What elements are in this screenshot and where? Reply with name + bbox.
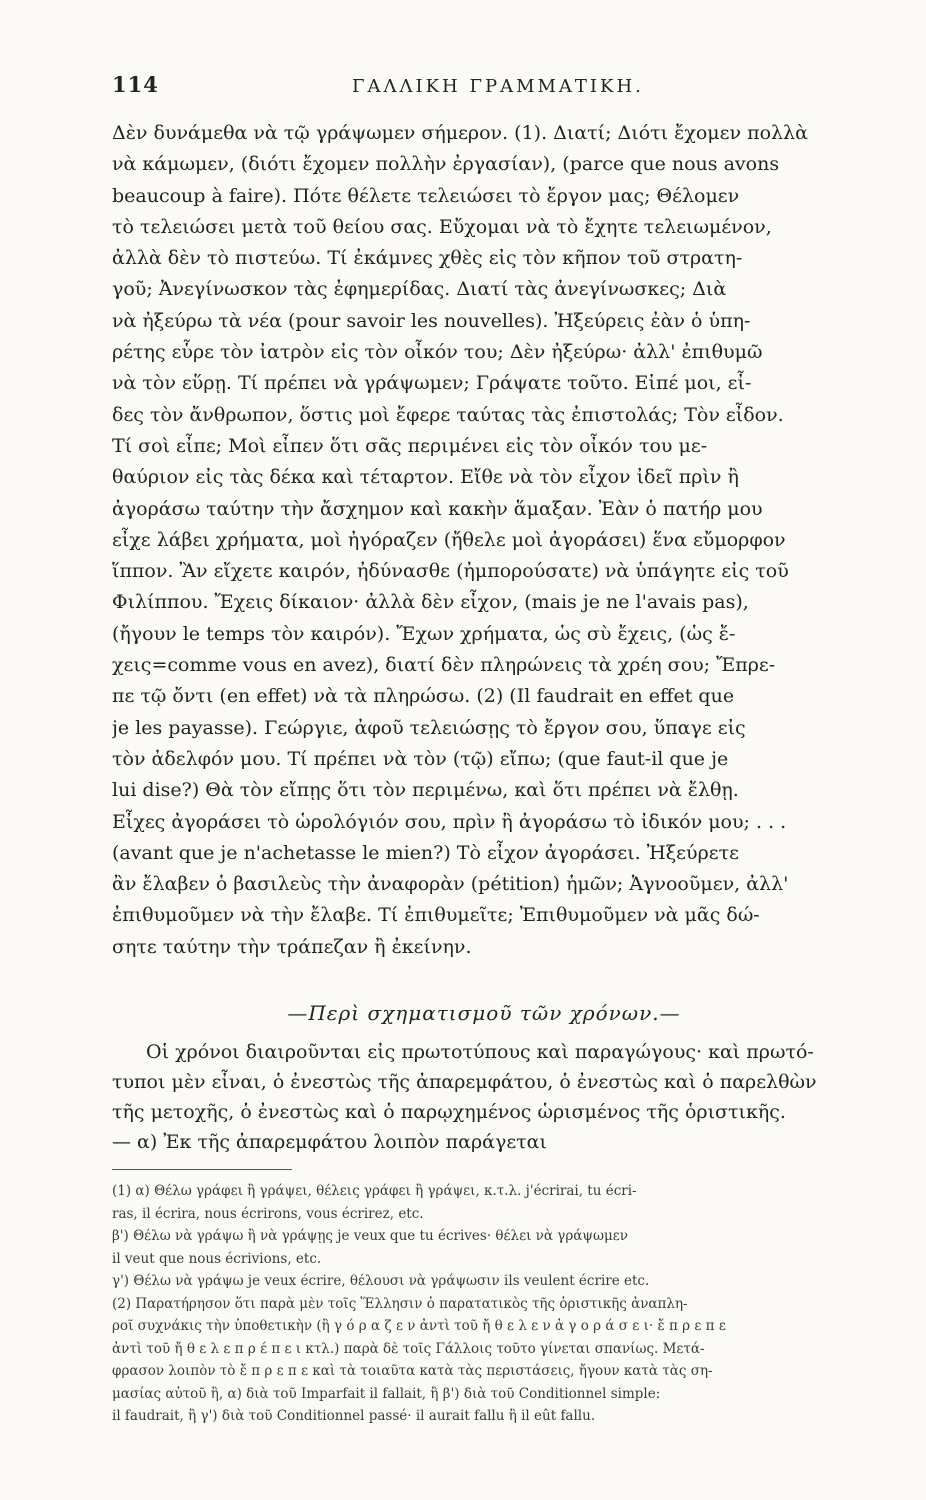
- text-line: ρέτης εὗρε τὸν ἰατρὸν εἰς τὸν οἶκόν του; Δὲν ἠξεύρω· ἀλλ' ἐπιθυμῶ: [112, 341, 763, 364]
- footnotes: [112, 1180, 856, 1428]
- footnote-line: (2) Παρατήρησον ὅτι παρὰ μὲν τοῖς Ἕλλησιν ὁ παρατατικὸς τῆς ὁριστικῆς ἀναπλη-: [112, 1295, 688, 1312]
- text-line: beaucoup à faire). Πότε θέλετε τελειώσει τὸ ἔργον μας; Θέλομεν: [112, 184, 740, 207]
- text-line: ἀλλὰ δὲν τὸ πιστεύω. Τί ἐκάμνες χθὲς εἰς τὸν κῆπον τοῦ στρατη-: [112, 247, 743, 270]
- section-text-line: Οἱ χρόνοι διαιροῦνται εἰς πρωτοτύπους καὶ παραγώγους· καὶ πρωτό-: [146, 1041, 814, 1064]
- text-line: χεις=comme vous en avez), διατί δὲν πληρώνεις τὰ χρέη σου; Ἔπρε-: [112, 654, 776, 677]
- text-line: δες τὸν ἄνθρωπον, ὅστις μοὶ ἔφερε ταύτας τὰς ἐπιστολάς; Τὸν εἶδον.: [112, 403, 784, 426]
- footnote-line: β') Θέλω νὰ γράψω ἢ νὰ γράψῃς je veux que tu écrives· θέλει νὰ γράψωμεν: [112, 1228, 628, 1245]
- text-line: γοῦ; Ἀνεγίνωσκον τὰς ἐφημερίδας. Διατί τὰς ἀνεγίνωσκες; Διὰ: [112, 278, 727, 301]
- text-line: νὰ ἠξεύρω τὰ νέα (pour savoir les nouvelles). Ἠξεύρεις ἐὰν ὁ ὑπη-: [112, 309, 751, 332]
- footnote-line: (1) α) Θέλω γράφει ἢ γράψει, θέλεις γράφει ἢ γράψει, κ.τ.λ. j'écrirai, tu écri-: [112, 1183, 637, 1200]
- text-line: τὸν ἀδελφόν μου. Τί πρέπει νὰ τὸν (τῷ) εἴπω; (que faut-il que je: [112, 747, 729, 770]
- text-line: σητε ταύτην τὴν τράπεζαν ἢ ἐκείνην.: [112, 935, 472, 958]
- text-line: νὰ κάμωμεν, (διότι ἔχομεν πολλὴν ἐργασίαν), (parce que nous avons: [112, 153, 780, 176]
- text-line: πε τῷ ὄντι (en effet) νὰ τὰ πληρώσω. (2) (Il faudrait en effet que: [112, 685, 735, 708]
- text-line: ἐπιθυμοῦμεν νὰ τὴν ἔλαβε. Τί ἐπιθυμεῖτε; Ἐπιθυμοῦμεν νὰ μᾶς δώ-: [112, 904, 760, 927]
- text-line: Δὲν δυνάμεθα νὰ τῷ γράψωμεν σήμερον. (1). Διατί; Διότι ἔχομεν πολλὰ: [112, 122, 808, 144]
- footnote-line: ras, il écrira, nous écrirons, vous écrirez, etc.: [112, 1205, 424, 1222]
- footnote-line: φρασον λοιπὸν τὸ ἔ π ρ ε π ε καὶ τὰ τοιαῦτα κατὰ τὰς περιστάσεις, ἤγουν κατὰ τὰς ση-: [112, 1363, 713, 1380]
- exercise-paragraph: [112, 118, 856, 963]
- text-line: Εἶχες ἀγοράσει τὸ ὡρολόγιόν σου, πρὶν ἢ ἀγοράσω τὸ ἰδικόν μου; . . .: [112, 810, 787, 833]
- section-text-line: — α) Ἐκ τῆς ἀπαρεμφάτου λοιπὸν παράγεται: [112, 1131, 547, 1154]
- text-line: νὰ τὸν εὕρῃ. Τί πρέπει νὰ γράψωμεν; Γράψατε τοῦτο. Εἰπέ μοι, εἶ-: [112, 372, 752, 395]
- text-line: (ἤγουν le temps τὸν καιρόν). Ἔχων χρήματα, ὡς σὺ ἔχεις, (ὡς ἔ-: [112, 622, 736, 645]
- section-text-line: τυποι μὲν εἶναι, ὁ ἐνεστὼς τῆς ἀπαρεμφάτου, ὁ ἐνεστὼς καὶ ὁ παρελθὼν: [112, 1071, 817, 1094]
- section-paragraph: [112, 1037, 856, 1157]
- text-line: (avant que je n'achetasse le mien?) Τὸ εἶχον ἀγοράσει. Ἠξεύρετε: [112, 841, 739, 864]
- page-header: [112, 72, 856, 106]
- text-line: Φιλίππου. Ἔχεις δίκαιον· ἀλλὰ δὲν εἶχον, (mais je ne l'avais pas),: [112, 591, 749, 614]
- footnote-line: ἀντὶ τοῦ ἤ θ ε λ ε π ρ έ π ε ι κτλ.) παρὰ δὲ τοῖς Γάλλοις τοῦτο γίνεται σπανίως. Μετά-: [112, 1340, 705, 1357]
- section-heading: —Περὶ σχηματισμοῦ τῶν χρόνων.—: [287, 1001, 681, 1026]
- footnote-line: γ') Θέλω νὰ γράψω je veux écrire, θέλουσι νὰ γράψωσιν ils veulent écrire etc.: [112, 1273, 650, 1290]
- text-line: θαύριον εἰς τὰς δέκα καὶ τέταρτον. Εἴθε νὰ τὸν εἶχον ἰδεῖ πρὶν ἢ: [112, 466, 739, 489]
- text-line: ἵππον. Ἂν εἴχετε καιρόν, ἠδύνασθε (ἠμπορούσατε) νὰ ὑπάγητε εἰς τοῦ: [112, 560, 789, 583]
- text-line: εἶχε λάβει χρήματα, μοὶ ἠγόραζεν (ἤθελε μοὶ ἀγοράσει) ἕνα εὔμορφον: [112, 528, 786, 551]
- text-line: ἀγοράσω ταύτην τὴν ἄσχημον καὶ κακὴν ἅμαξαν. Ἐὰν ὁ πατήρ μου: [112, 497, 763, 520]
- text-line: Τί σοὶ εἶπε; Μοὶ εἶπεν ὅτι σᾶς περιμένει εἰς τὸν οἶκόν του με-: [112, 434, 708, 457]
- text-line: je les payasse). Γεώργιε, ἀφοῦ τελειώσῃς τὸ ἔργον σου, ὕπαγε εἰς: [112, 716, 746, 739]
- page-number: 114: [112, 72, 159, 97]
- footnote-divider: [112, 1169, 292, 1170]
- footnote-line: μασίας αὐτοῦ ἢ, α) διὰ τοῦ Imparfait il fallait, ἢ β') διὰ τοῦ Conditionnel simple:: [112, 1385, 661, 1402]
- footnote-line: il veut que nous écrivions, etc.: [112, 1250, 322, 1267]
- text-line: lui dise?) Θὰ τὸν εἴπῃς ὅτι τὸν περιμένω, καὶ ὅτι πρέπει νὰ ἔλθῃ.: [112, 779, 739, 802]
- text-line: ἂν ἔλαβεν ὁ βασιλεὺς τὴν ἀναφορὰν (pétition) ἡμῶν; Ἀγνοοῦμεν, ἀλλ': [112, 873, 789, 896]
- text-line: τὸ τελειώσει μετὰ τοῦ θείου σας. Εὔχομαι νὰ τὸ ἔχητε τελειωμένον,: [112, 215, 772, 238]
- section-text-line: τῆς μετοχῆς, ὁ ἐνεστὼς καὶ ὁ παρῳχημένος ὡρισμένος τῆς ὁριστικῆς.: [112, 1101, 786, 1124]
- footnote-line: il faudrait, ἢ γ') διὰ τοῦ Conditionnel passé· il aurait fallu ἢ il eût fallu.: [112, 1408, 596, 1425]
- running-title: ΓΑΛΛΙΚΗ ΓΡΑΜΜΑΤΙΚΗ.: [352, 76, 644, 97]
- footnote-line: ροῖ συχνάκις τὴν ὑποθετικὴν (ἢ γ ό ρ α ζ ε ν ἀντὶ τοῦ ἤ θ ε λ ε ν ἀ γ ο ρ ά σ ε ι· ἔ π ρ ε π ε: [112, 1318, 726, 1335]
